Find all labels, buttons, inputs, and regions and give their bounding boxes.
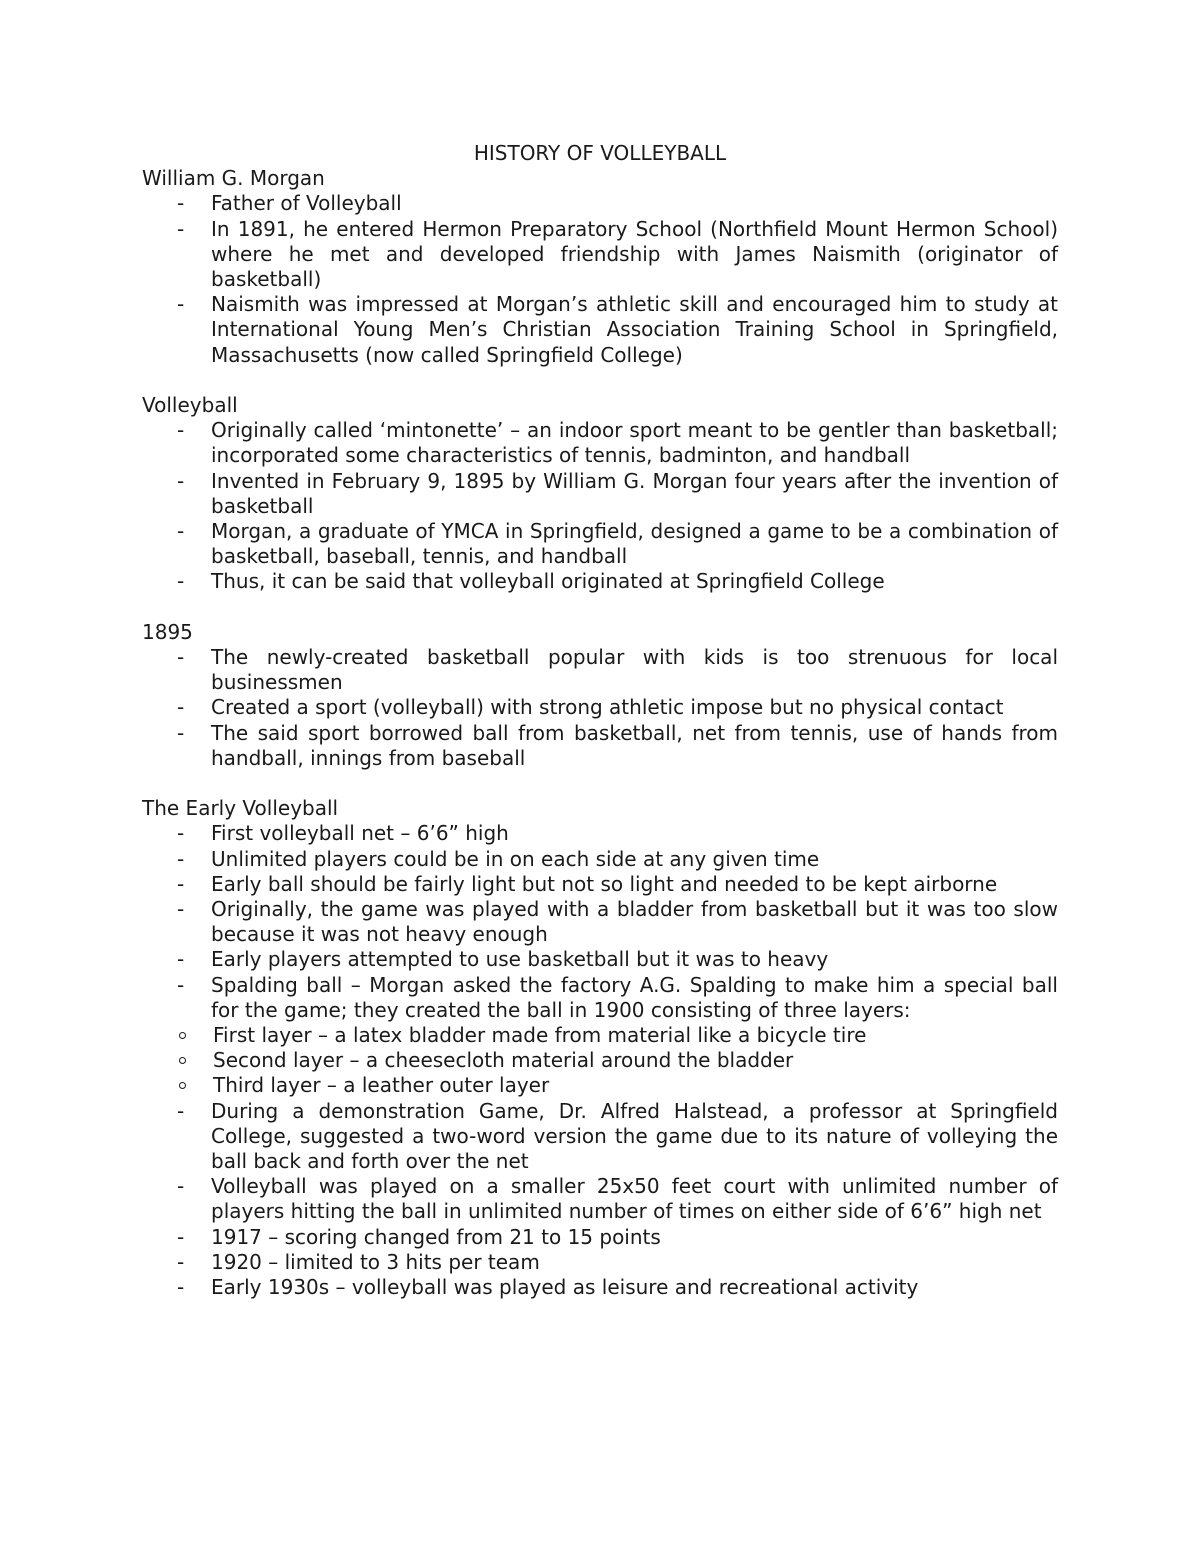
list-item [142,418,1058,468]
list-item-text: Early players attempted to use basketball but it was to heavy [211,947,829,972]
dash-marker: - [177,1174,185,1199]
sub-list-item-text: First layer – a latex bladder made from material like a bicycle tire [213,1023,867,1048]
dash-marker: - [177,871,185,896]
dash-marker: - [177,1249,185,1274]
list-item-text: During a demonstration Game, Dr. Alfred Halstead, a professor at Springfield College, suggested a two-word version the game due to its nature of volleying the ball back and forth over the net [211,1098,1058,1174]
list-item [142,1099,1058,1175]
dash-marker: - [177,292,185,317]
sub-list-item [142,1023,1058,1048]
list-item [142,469,1058,519]
sub-list-item [142,1048,1058,1073]
list-item-text: Originally, the game was played with a bladder from basketball but it was too slow because it was not heavy enough [211,897,1058,947]
dash-marker: - [177,821,185,846]
dash-marker: - [177,191,185,216]
dash-marker: - [177,1098,185,1123]
list-item [142,821,1058,846]
list-item [142,897,1058,947]
list-item [142,721,1058,771]
dash-marker: - [177,418,185,443]
list-item-text: Early 1930s – volleyball was played as leisure and recreational activity [211,1275,919,1300]
section-heading: Volleyball [142,393,238,418]
section-heading: The Early Volleyball [142,796,339,821]
list-item [142,519,1058,569]
list-item-text: 1917 – scoring changed from 21 to 15 points [211,1224,661,1249]
section-1895 [142,620,1058,771]
list-item-text: The newly-created basketball popular with kids is too strenuous for local businessmen [211,645,1058,695]
section-heading: William G. Morgan [142,166,325,191]
dash-marker: - [177,216,185,241]
list-item [142,191,1058,216]
list-item [142,1174,1058,1224]
list-item [142,1250,1058,1275]
sub-list-item [142,1073,1058,1098]
list-item-text: Father of Volleyball [211,191,402,216]
list-item [142,645,1058,695]
list-item [142,695,1058,720]
section-william-g-morgan [142,166,1058,368]
dash-marker: - [177,695,185,720]
list-item-text: Created a sport (volleyball) with strong athletic impose but no physical contact [211,695,1004,720]
list-item-text: Naismith was impressed at Morgan’s athletic skill and encouraged him to study at International Young Men’s Christian Association Training School in Springfield, Massachusetts (now called Springfield College) [211,292,1058,367]
list-item-text: Volleyball was played on a smaller 25x50 feet court with unlimited number of players hitting the ball in unlimited number of times on either side of 6’6” high net [211,1174,1058,1224]
list-item [142,292,1058,368]
dash-marker: - [177,1275,185,1300]
list-item [142,947,1058,972]
list-item-text: First volleyball net – 6’6” high [211,821,509,846]
list-item-text: 1920 – limited to 3 hits per team [211,1249,540,1274]
section-volleyball [142,393,1058,595]
circle-bullet-icon [179,1032,186,1039]
dash-marker: - [177,846,185,871]
list-item-text: Originally called ‘mintonette’ – an indoor sport meant to be gentler than basketball; incorporated some characteristics of tennis, badminton, and handball [211,418,1058,468]
section-heading: 1895 [142,619,193,644]
circle-bullet-icon [179,1082,186,1089]
sub-list-item-text: Third layer – a leather outer layer [213,1073,550,1098]
dash-marker: - [177,519,185,544]
dash-marker: - [177,1224,185,1249]
list-item-text: Early ball should be fairly light but not so light and needed to be kept airborne [211,871,998,896]
list-item-text: Spalding ball – Morgan asked the factory A.G. Spalding to make him a special ball for the game; they created the ball in 1900 consisting of three layers: [211,972,1058,1022]
dash-marker: - [177,947,185,972]
list-item-text: Unlimited players could be in on each side at any given time [211,846,820,871]
list-item [142,872,1058,897]
bullet-list [142,821,1058,1300]
bullet-list [142,191,1058,367]
dash-marker: - [177,569,185,594]
list-item [142,973,1058,1099]
list-item [142,217,1058,293]
list-item-text: Morgan, a graduate of YMCA in Springfield, designed a game to be a combination of basketball, baseball, tennis, and handball [211,519,1058,569]
circle-bullet-icon [179,1057,186,1064]
document-body [142,141,1058,1300]
list-item-text: Thus, it can be said that volleyball originated at Springfield College [211,569,885,594]
dash-marker: - [177,720,185,745]
dash-marker: - [177,468,185,493]
bullet-list [142,645,1058,771]
list-item-text: The said sport borrowed ball from basketball, net from tennis, use of hands from handball, innings from baseball [211,720,1058,770]
section-the-early-volleyball [142,796,1058,1300]
list-item [142,569,1058,594]
list-item [142,1275,1058,1300]
dash-marker: - [177,645,185,670]
list-item-text: Invented in February 9, 1895 by William G. Morgan four years after the invention of basketball [211,468,1058,518]
list-item [142,847,1058,872]
list-item-text: In 1891, he entered Hermon Preparatory School (Northfield Mount Hermon School) where he met and developed friendship with James Naismith (originator of basketball) [211,216,1058,292]
dash-marker: - [177,972,185,997]
page-title: HISTORY OF VOLLEYBALL [473,141,727,165]
list-item [142,1225,1058,1250]
dash-marker: - [177,897,185,922]
bullet-list [142,418,1058,594]
sub-bullet-list [142,1023,1058,1099]
sub-list-item-text: Second layer – a cheesecloth material around the bladder [213,1048,794,1073]
